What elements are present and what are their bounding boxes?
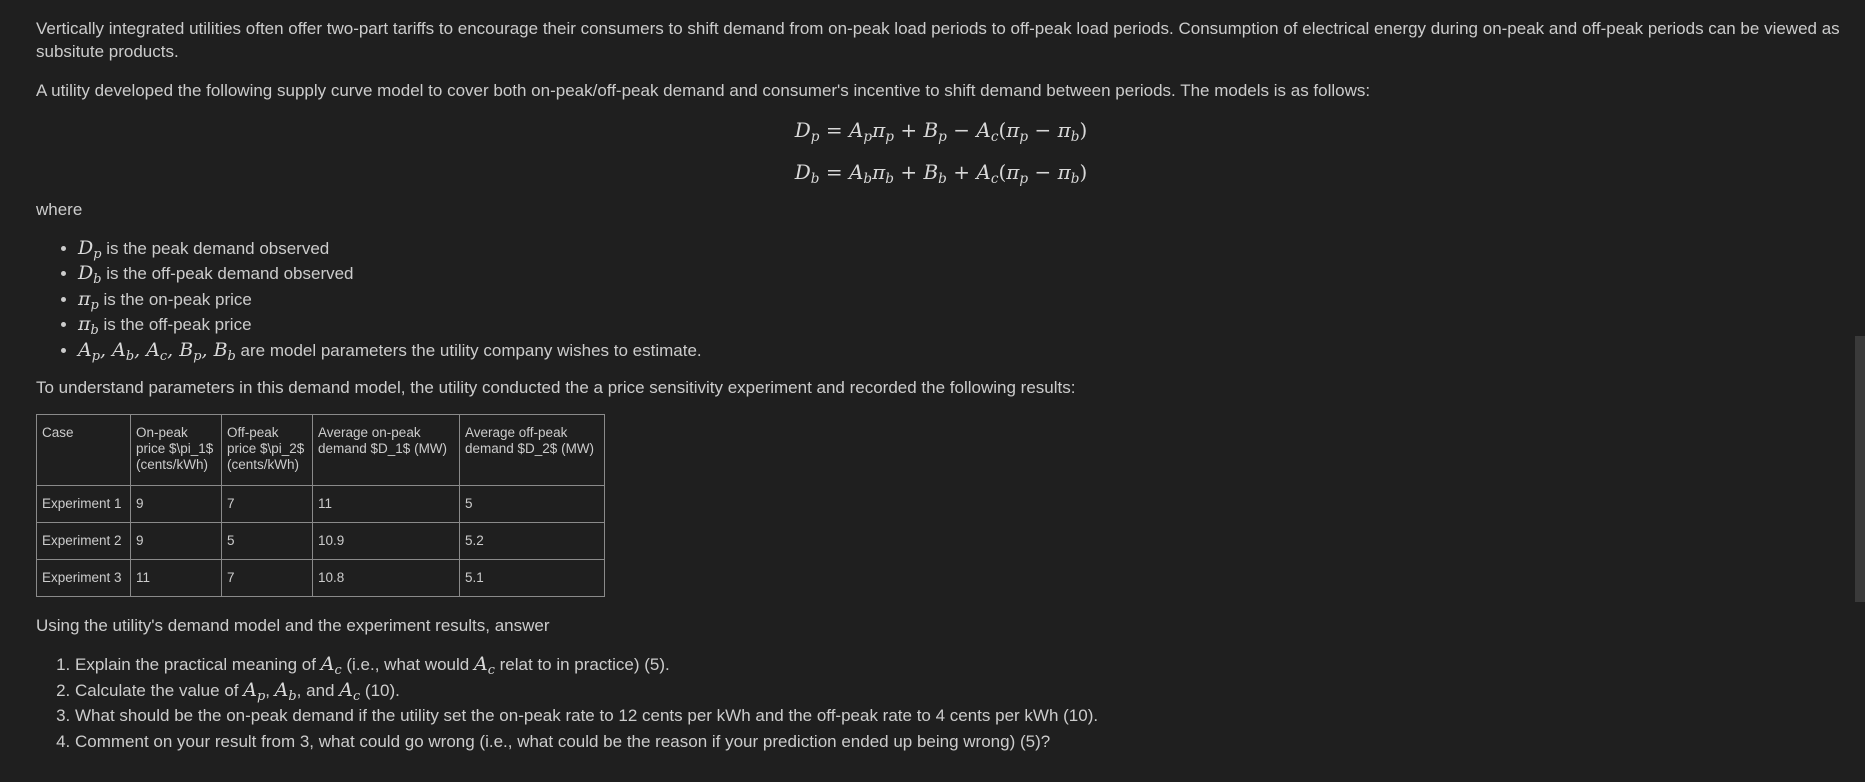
table-cell: 5.1 <box>460 560 605 597</box>
equation-off-peak: $D_b = A_b\pi_b + B_b + A_c(\pi_p - \pi_b)$ <box>794 159 1088 187</box>
definition-item: • $D_b$ is the off-peak demand observed <box>78 261 1846 287</box>
column-header: On-peak price $\pi_1$ (cents/kWh) <box>131 415 222 486</box>
document-body <box>36 16 1846 754</box>
column-header: Average on-peak demand $D_1$ (MW) <box>313 415 460 486</box>
questions-intro: Using the utility's demand model and the experiment results, answer <box>36 616 550 636</box>
table-row <box>37 523 605 560</box>
vertical-scrollbar[interactable] <box>1855 336 1865 602</box>
table-cell: 11 <box>313 486 460 523</box>
table-cell: 7 <box>222 560 313 597</box>
table-cell: 7 <box>222 486 313 523</box>
table-cell: 5 <box>222 523 313 560</box>
intro-paragraph-1: Vertically integrated utilities often offer two-part tariffs to encourage their consumers to shift demand from on-peak load periods to off-peak load periods. Consumption of electrical energy during on-peak and off-peak periods can be viewed as subsitute products. <box>36 19 1840 61</box>
table-cell: 5 <box>460 486 605 523</box>
definition-item: • $D_p$ is the peak demand observed <box>78 236 1846 262</box>
question-list <box>36 652 1846 754</box>
definition-item: • $\pi_b$ is the off-peak price <box>78 312 1846 338</box>
table-cell: 10.9 <box>313 523 460 560</box>
question-item: 2. Calculate the value of $A_p$, $A_b$, and $A_c$ (10). <box>75 678 1846 704</box>
column-header: Average off-peak demand $D_2$ (MW) <box>460 415 605 486</box>
column-header: Case <box>37 415 131 486</box>
question-item: 3. What should be the on-peak demand if the utility set the on-peak rate to 12 cents per kWh and the off-peak rate to 4 cents per kWh (10). <box>75 703 1846 729</box>
table-cell: Experiment 2 <box>37 523 131 560</box>
table-cell: Experiment 3 <box>37 560 131 597</box>
table-cell: 10.8 <box>313 560 460 597</box>
table-header-row <box>37 415 605 486</box>
variable-definitions <box>36 236 1846 364</box>
question-item: 4. Comment on your result from 3, what could go wrong (i.e., what could be the reason if your prediction ended up being wrong) (5)? <box>75 729 1846 755</box>
experiment-table <box>36 414 605 597</box>
definition-item: • $\pi_p$ is the on-peak price <box>78 287 1846 313</box>
table-cell: 11 <box>131 560 222 597</box>
table-cell: 5.2 <box>460 523 605 560</box>
column-header: Off-peak price $\pi_2$ (cents/kWh) <box>222 415 313 486</box>
definition-item-parameters: • $A_p$, $A_b$, $A_c$, $B_p$, $B_b$ are model parameters the utility company wishes to estimate. <box>78 338 1846 364</box>
table-cell: Experiment 1 <box>37 486 131 523</box>
question-item: 1. Explain the practical meaning of $A_c$ (i.e., what would $A_c$ relat to in practice) (5). <box>75 652 1846 678</box>
where-label: where <box>36 199 83 219</box>
equation-on-peak: $D_p = A_p\pi_p + B_p - A_c(\pi_p - \pi_b)$ <box>794 117 1088 145</box>
table-row <box>37 486 605 523</box>
table-cell: 9 <box>131 486 222 523</box>
table-row <box>37 560 605 597</box>
intro-paragraph-2: A utility developed the following supply curve model to cover both on-peak/off-peak demand and consumer's incentive to shift demand between periods. The models is as follows: <box>36 80 1371 100</box>
table-cell: 9 <box>131 523 222 560</box>
model-equations <box>36 109 1846 193</box>
experiment-intro: To understand parameters in this demand model, the utility conducted the a price sensitivity experiment and recorded the following results: <box>36 378 1076 398</box>
